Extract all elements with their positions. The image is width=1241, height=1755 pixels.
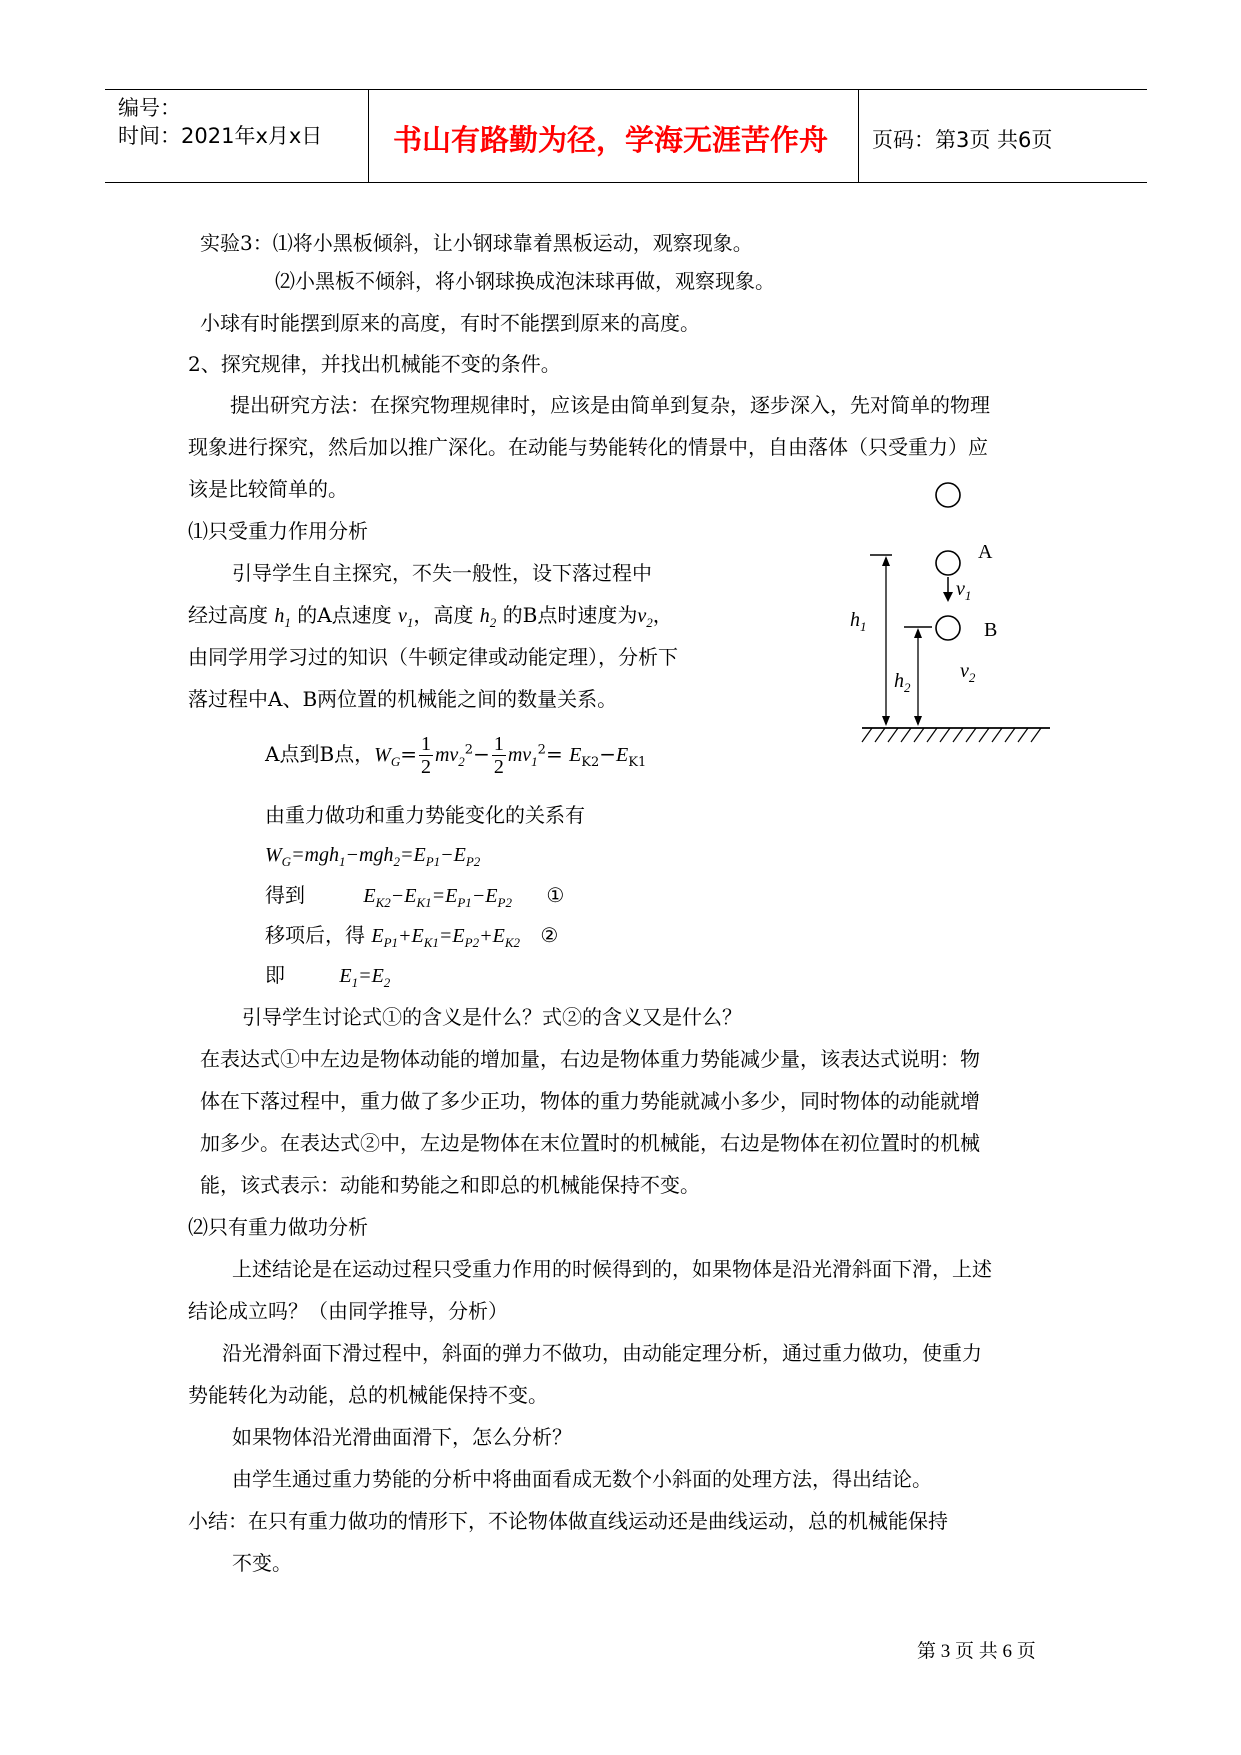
- guide-line4: 落过程中A、B两位置的机械能之间的数量关系。: [188, 687, 618, 711]
- method-line3: 该是比较简单的。: [188, 477, 348, 501]
- equation-1: $E_{K2}-E_{K1}=E_{P1}-E_{P2}$: [363, 885, 512, 910]
- label-v1: $v_1$: [956, 578, 972, 603]
- h1-arrow-bottom: [882, 716, 890, 726]
- ji-label: 即: [265, 963, 285, 987]
- circle-one: ①: [546, 883, 565, 907]
- equation-wg: $W_G=mgh_1-mgh_2=E_{P1}-E_{P2}$: [265, 844, 481, 869]
- equation-2: $E_{P1}+E_{K1}=E_{P2}+E_{K2}$: [371, 925, 520, 950]
- equation-get: [265, 880, 564, 911]
- exp3-line1: 实验3：⑴将小黑板倾斜，让小钢球靠着黑板运动，观察现象。: [200, 231, 753, 255]
- summary-line1: 小结：在只有重力做功的情形下，不论物体做直线运动还是曲线运动，总的机械能保持: [188, 1509, 948, 1533]
- explanation-line4: 能，该式表示：动能和势能之和即总的机械能保持不变。: [200, 1173, 700, 1197]
- serial-label: 编号：: [118, 96, 181, 120]
- page-label: 页码：第3页 共6页: [872, 128, 1053, 152]
- guide-line2-b: 的A点速度: [297, 603, 392, 627]
- h2-arrow-top: [914, 628, 922, 638]
- guide-line1: 引导学生自主探究，不失一般性，设下落过程中: [232, 561, 652, 585]
- fraction-half-2: $\frac{1}{2}$: [493, 733, 504, 778]
- sub1-heading: ⑴只受重力作用分析: [188, 519, 368, 543]
- time-label: 时间：2021年x月x日: [118, 124, 323, 148]
- top-ball: [936, 483, 960, 507]
- explanation-line3: 加多少。在表达式②中，左边是物体在末位置时的机械能，右边是物体在初位置时的机械: [200, 1131, 980, 1155]
- v1-symbol: $v_1$: [398, 605, 414, 630]
- guide-line2: [188, 600, 673, 631]
- method-line1: 提出研究方法：在探究物理规律时，应该是由简单到复杂，逐步深入，先对简单的物理: [230, 393, 990, 417]
- h2-arrow-bottom: [914, 716, 922, 726]
- label-h2: $h_2$: [894, 670, 911, 695]
- guide-line2-a: 经过高度: [188, 603, 268, 627]
- exp3-line2: ⑵小黑板不倾斜，将小钢球换成泡沫球再做，观察现象。: [275, 269, 775, 293]
- curve-line: 如果物体沿光滑曲面滑下，怎么分析？: [232, 1425, 572, 1449]
- h1-symbol: $h_1$: [274, 605, 291, 630]
- slope-line2: 势能转化为动能，总的机械能保持不变。: [188, 1383, 548, 1407]
- header-bottom-border: [105, 182, 1147, 183]
- ground-hatching: [862, 728, 1041, 742]
- header-divider-1: [368, 90, 369, 183]
- conclusion-line1: 上述结论是在运动过程只受重力作用的时候得到的，如果物体是沿光滑斜面下滑，上述: [232, 1257, 992, 1281]
- guide-line2-d: 的B点时速度为: [502, 603, 638, 627]
- equation-ji: [265, 960, 390, 991]
- label-v2: $v_2$: [960, 660, 976, 685]
- header-motto: 书山有路勤为径，学海无涯苦作舟: [393, 123, 829, 157]
- free-fall-diagram: [840, 470, 1070, 760]
- label-a: A: [978, 541, 993, 563]
- slope-line1: 沿光滑斜面下滑过程中，斜面的弹力不做功，由动能定理分析，通过重力做功，使重力: [222, 1341, 982, 1365]
- relation-line: 由重力做功和重力势能变化的关系有: [265, 803, 585, 827]
- h1-arrow-top: [882, 556, 890, 566]
- label-h1: $h_1$: [850, 609, 867, 634]
- equation-e1-e2: $E_1=E_2$: [339, 965, 391, 990]
- method-line2: 现象进行探究，然后加以推广深化。在动能与势能转化的情景中，自由落体（只受重力）应: [188, 435, 988, 459]
- h2-symbol: $h_2$: [479, 605, 497, 630]
- header-divider-2: [858, 90, 859, 183]
- label-b: B: [984, 619, 998, 641]
- student-line: 由学生通过重力势能的分析中将曲面看成无数个小斜面的处理方法，得出结论。: [232, 1467, 932, 1491]
- v1-arrow-head: [943, 592, 953, 602]
- v2-symbol: $v_2$: [637, 605, 653, 630]
- ball-a: [936, 551, 960, 575]
- ball-line: 小球有时能摆到原来的高度，有时不能摆到原来的高度。: [200, 311, 700, 335]
- guide-line3: 由同学用学习过的知识（牛顿定律或动能定理），分析下: [188, 645, 678, 669]
- get-label: 得到: [265, 883, 305, 907]
- explanation-line2: 体在下落过程中，重力做了多少正功，物体的重力势能就减小多少，同时物体的动能就增: [200, 1089, 980, 1113]
- fraction-half-1: $\frac{1}{2}$: [420, 733, 431, 778]
- move-label: 移项后，得: [265, 923, 365, 947]
- explanation-line1: 在表达式①中左边是物体动能的增加量，右边是物体重力势能减少量，该表达式说明：物: [200, 1047, 980, 1071]
- wg-symbol: $W_G$: [374, 744, 401, 769]
- header-top-border: [105, 89, 1147, 90]
- guide-line2-e: ，: [652, 603, 673, 627]
- section2-heading: 2、探究规律，并找出机械能不变的条件。: [188, 352, 561, 376]
- conclusion-line2: 结论成立吗？（由同学推导，分析）: [188, 1299, 508, 1323]
- equation-ab: A点到B点，$W_G=$ $\frac{1}{2}$ $mv_2^2-$ $\frac{1}{2}$ $mv_1^2= E_{K2}-E_{K1}$: [265, 733, 647, 778]
- footer-page-number: 第 3 页 共 6 页: [917, 1641, 1036, 1662]
- eq-ab-prefix: A点到B点，: [265, 742, 375, 766]
- discuss-line: 引导学生讨论式①的含义是什么？式②的含义又是什么？: [242, 1005, 742, 1029]
- circle-two: ②: [540, 923, 559, 947]
- guide-line2-c: ，高度: [413, 603, 474, 627]
- summary-line2: 不变。: [232, 1551, 292, 1575]
- ball-b: [936, 616, 960, 640]
- equation-move: [265, 920, 558, 951]
- sub2-heading: ⑵只有重力做功分析: [188, 1215, 368, 1239]
